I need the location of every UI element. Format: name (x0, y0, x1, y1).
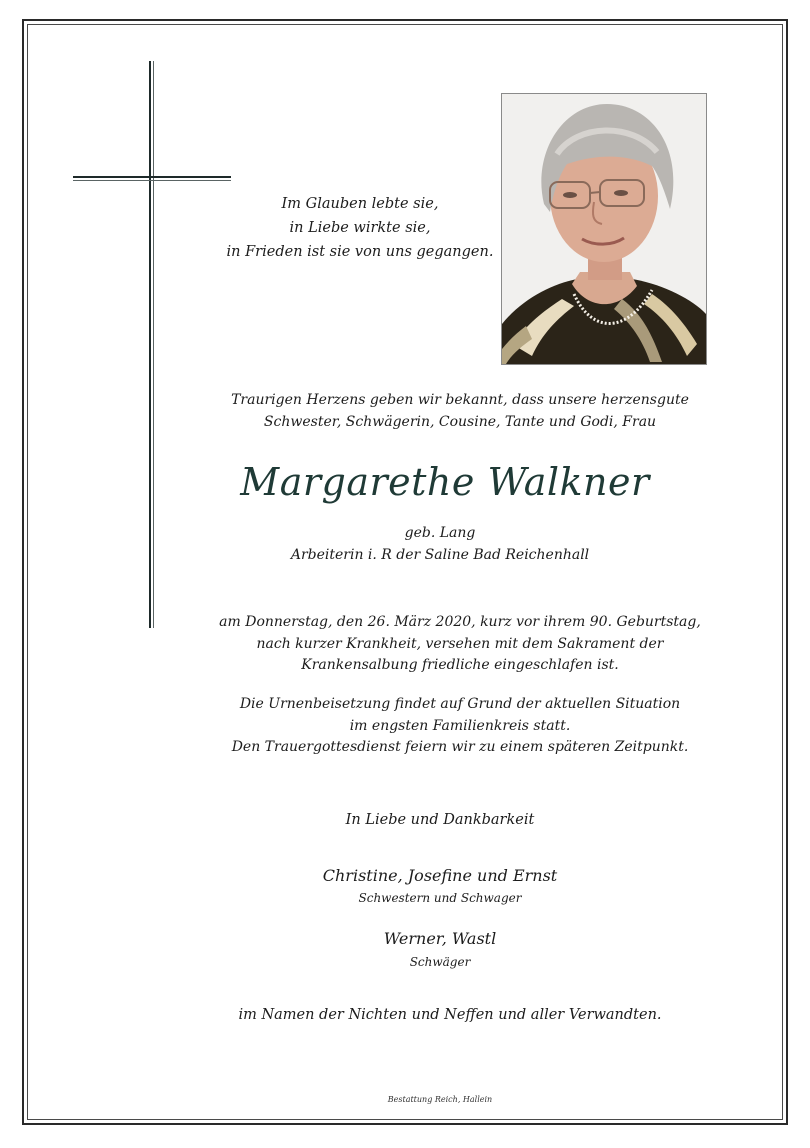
maiden-name: geb. Lang (404, 525, 476, 541)
cross-vertical-bar (149, 61, 154, 628)
cross-horizontal-bar (73, 176, 231, 181)
mourner-relation: Schwäger (409, 955, 471, 969)
portrait-photo (501, 93, 707, 365)
motto-verse (220, 192, 500, 264)
death-notice (190, 612, 730, 677)
relatives-line: im Namen der Nichten und Neffen und aller Verwandten. (238, 1007, 662, 1023)
funeral-line: Die Urnenbeisetzung findet auf Grund der aktuellen Situation (239, 696, 681, 712)
occupation: Arbeiterin i. R der Saline Bad Reichenhall (290, 547, 590, 563)
funeral-home-credit: Bestattung Reich, Hallein (387, 1095, 493, 1104)
death-line: am Donnerstag, den 26. März 2020, kurz vor ihrem 90. Geburtstag, (219, 614, 701, 630)
closing-phrase: In Liebe und Dankbarkeit (345, 812, 535, 828)
motto-line: Im Glauben lebte sie, (281, 196, 439, 212)
announcement-intro (190, 389, 730, 433)
funeral-notice (190, 694, 730, 759)
funeral-line: im engsten Familienkreis statt. (349, 717, 571, 734)
intro-line: Traurigen Herzens geben wir bekannt, dass unsere herzensgute (231, 392, 689, 408)
intro-line: Schwester, Schwägerin, Cousine, Tante und Godi, Frau (263, 414, 657, 430)
motto-line: in Liebe wirkte sie, (289, 220, 431, 236)
deceased-name: Margarethe Walkner (240, 460, 650, 504)
death-line: nach kurzer Krankheit, versehen mit dem Sakrament der (256, 635, 664, 652)
mourner-names: Christine, Josefine und Ernst (322, 866, 558, 885)
mourner-names: Werner, Wastl (383, 929, 497, 948)
mourner-relation: Schwestern und Schwager (358, 891, 522, 905)
motto-line: in Frieden ist sie von uns gegangen. (226, 244, 494, 260)
death-line: Krankensalbung friedliche eingeschlafen ist. (301, 657, 619, 673)
portrait-illustration (502, 94, 706, 364)
funeral-line: Den Trauergottesdienst feiern wir zu einem späteren Zeitpunkt. (231, 739, 689, 755)
